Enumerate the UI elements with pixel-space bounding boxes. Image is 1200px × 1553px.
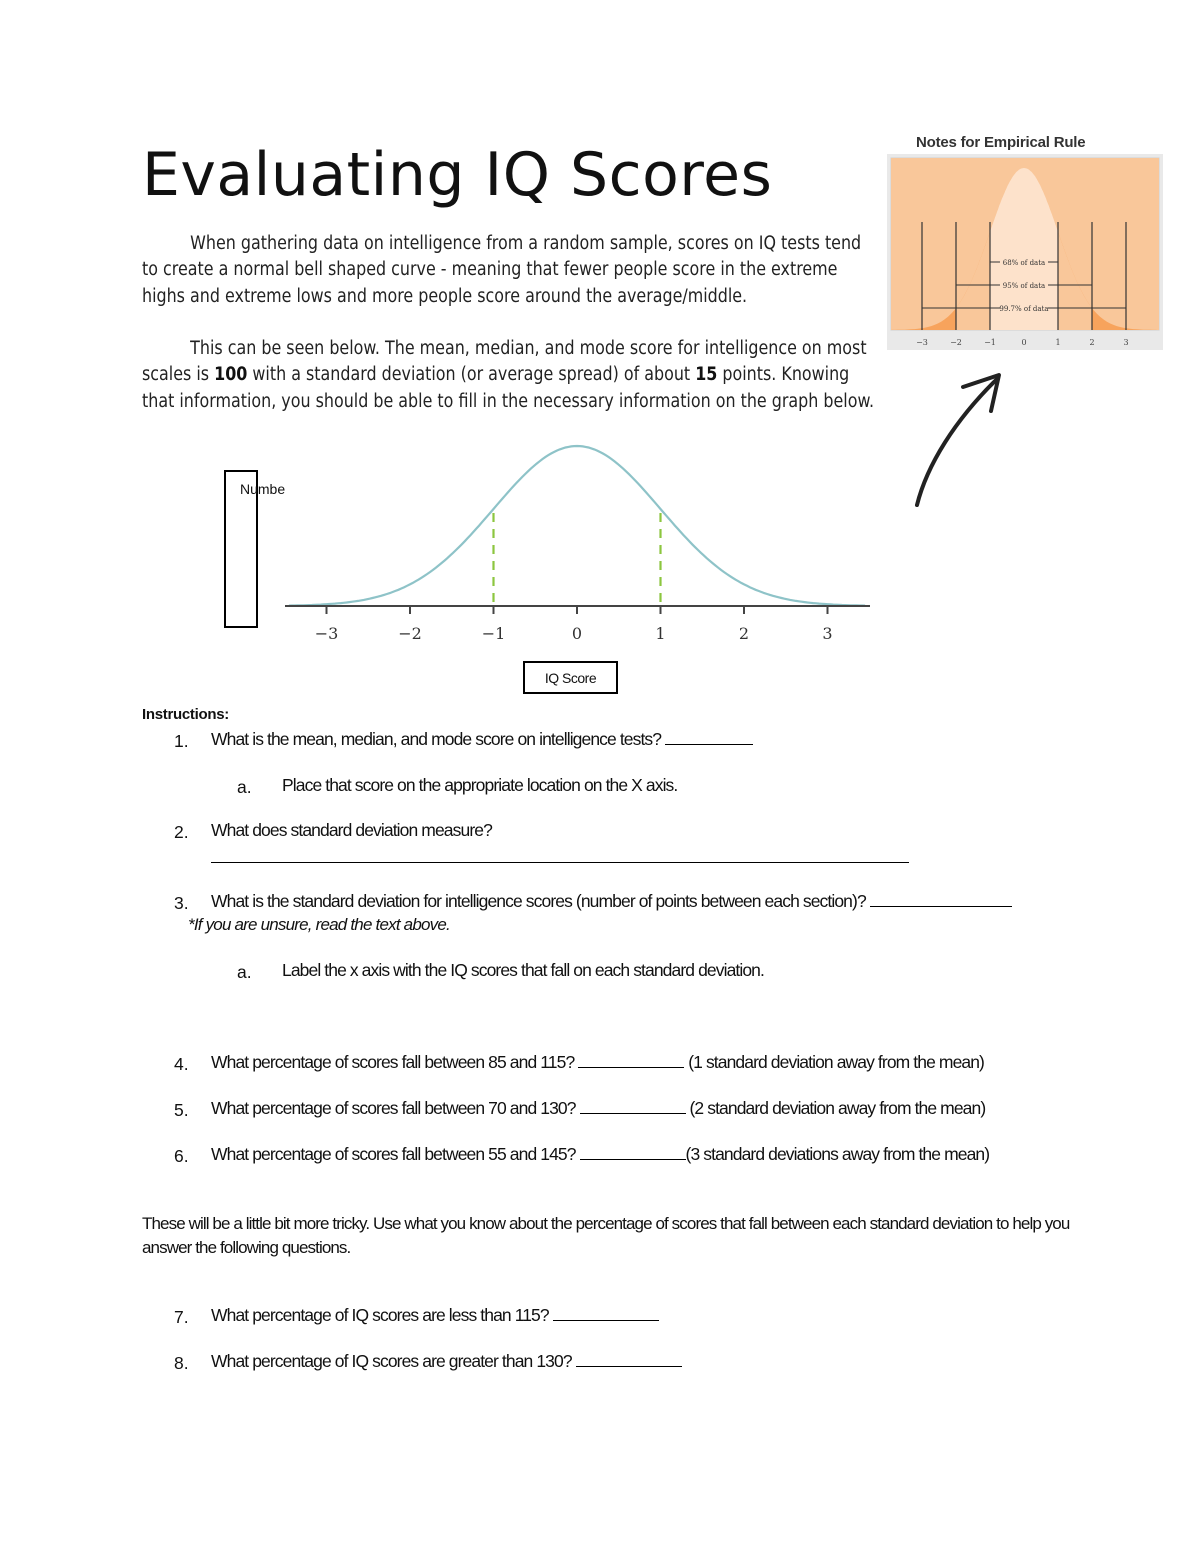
- intro-text-1: When gathering data on intelligence from a random sample, scores on IQ tests tend to create a normal bell shaped curve - meaning that fewer people score in the extreme highs and extreme lows and more people score around the average/middle.: [142, 233, 862, 307]
- panel-tick-label: 1: [1055, 338, 1061, 347]
- q7: [211, 1305, 659, 1326]
- panel-tick-label: 3: [1123, 338, 1129, 347]
- q4: [211, 1052, 984, 1073]
- q3-number: 3.: [174, 893, 189, 913]
- instructions-heading: Instructions:: [142, 706, 229, 723]
- x-tick-label: −3: [314, 624, 339, 643]
- q2-number: 2.: [174, 822, 189, 842]
- arrow-icon: [905, 365, 1015, 515]
- intro-text-2b: with a standard deviation (or average spread) of about: [247, 364, 696, 386]
- x-axis-label-box[interactable]: IQ Score: [523, 661, 618, 694]
- q4-text: What percentage of scores fall between 85 and 115?: [211, 1052, 579, 1072]
- range-label: 99.7% of data: [999, 305, 1049, 313]
- q6-text: What percentage of scores fall between 55 and 145?: [211, 1144, 580, 1164]
- page-title: Evaluating IQ Scores: [142, 140, 773, 210]
- q1-text: What is the mean, median, and mode score on intelligence tests?: [211, 729, 666, 749]
- sd-value: 15: [695, 364, 718, 386]
- q8-number: 8.: [174, 1353, 189, 1373]
- q5-answer-blank[interactable]: [580, 1099, 686, 1114]
- intro-text-2c: points. Knowing that information, you should be able to fill in the necessary information on the graph below.: [142, 364, 875, 412]
- empirical-panel-title: Notes for Empirical Rule: [916, 134, 1086, 151]
- q6-answer-blank[interactable]: [580, 1145, 686, 1160]
- mean-value: 100: [214, 364, 248, 386]
- q2-text: What does standard deviation measure?: [211, 820, 492, 840]
- q4-tail: (1 standard deviation away from the mean): [688, 1052, 984, 1072]
- q2-answer-blank[interactable]: [211, 848, 909, 863]
- q8: [211, 1351, 682, 1372]
- q7-text: What percentage of IQ scores are less than 115?: [211, 1305, 553, 1325]
- y-axis-label: Numbe: [240, 481, 286, 497]
- q1-answer-blank[interactable]: [665, 730, 753, 745]
- intro-text-2a: This can be seen below. The mean, median, and mode score for intelligence on most scales is: [142, 338, 867, 386]
- range-label: 95% of data: [1002, 282, 1046, 290]
- x-tick-label: 1: [655, 624, 666, 643]
- intro-paragraph-2: [142, 336, 882, 415]
- range-label: 68% of data: [1002, 259, 1046, 267]
- panel-tick-label: −1: [984, 338, 996, 347]
- q3a-text: Label the x axis with the IQ scores that fall on each standard deviation.: [282, 960, 764, 980]
- intro-paragraph-1: [142, 231, 882, 310]
- x-tick-label: 0: [571, 624, 583, 643]
- q5-text: What percentage of scores fall between 70 and 130?: [211, 1098, 580, 1118]
- x-tick-label: 3: [822, 624, 833, 643]
- tricky-paragraph: These will be a little bit more tricky. Use what you know about the percentage of scores that fall between each standard deviation to help you answer the following questions.: [142, 1214, 1070, 1257]
- q4-number: 4.: [174, 1054, 189, 1074]
- empirical-rule-figure: [885, 152, 1165, 352]
- x-tick-label: 2: [738, 624, 750, 643]
- x-tick-label: −2: [398, 624, 422, 643]
- q1-number: 1.: [174, 731, 189, 751]
- q3-note: *If you are unsure, read the text above.: [188, 915, 450, 934]
- q8-answer-blank[interactable]: [576, 1352, 682, 1367]
- q1a-number: a.: [237, 777, 252, 797]
- panel-tick-label: −2: [950, 338, 962, 347]
- q1: [211, 729, 753, 750]
- q1a-text: Place that score on the appropriate location on the X axis.: [282, 775, 678, 795]
- x-tick-label: −1: [481, 624, 506, 643]
- q4-answer-blank[interactable]: [578, 1053, 684, 1068]
- q6: [211, 1144, 989, 1165]
- panel-tick-label: 2: [1089, 338, 1095, 347]
- q5: [211, 1098, 985, 1119]
- q5-tail: (2 standard deviation away from the mean): [685, 1098, 986, 1118]
- bell-curve-line: [289, 446, 865, 606]
- q3: [211, 891, 1012, 912]
- q3-text: What is the standard deviation for intelligence scores (number of points between each section)?: [211, 891, 870, 911]
- bell-curve-graph: [280, 435, 880, 655]
- q6-number: 6.: [174, 1146, 189, 1166]
- q7-number: 7.: [174, 1307, 189, 1327]
- q3a-number: a.: [237, 962, 252, 982]
- q3-answer-blank[interactable]: [870, 892, 1012, 907]
- q6-tail: (3 standard deviations away from the mean): [685, 1144, 990, 1164]
- panel-tick-label: 0: [1021, 338, 1027, 347]
- panel-tick-label: −3: [916, 338, 928, 347]
- q8-text: What percentage of IQ scores are greater than 130?: [211, 1351, 576, 1371]
- q7-answer-blank[interactable]: [553, 1306, 659, 1321]
- q5-number: 5.: [174, 1100, 189, 1120]
